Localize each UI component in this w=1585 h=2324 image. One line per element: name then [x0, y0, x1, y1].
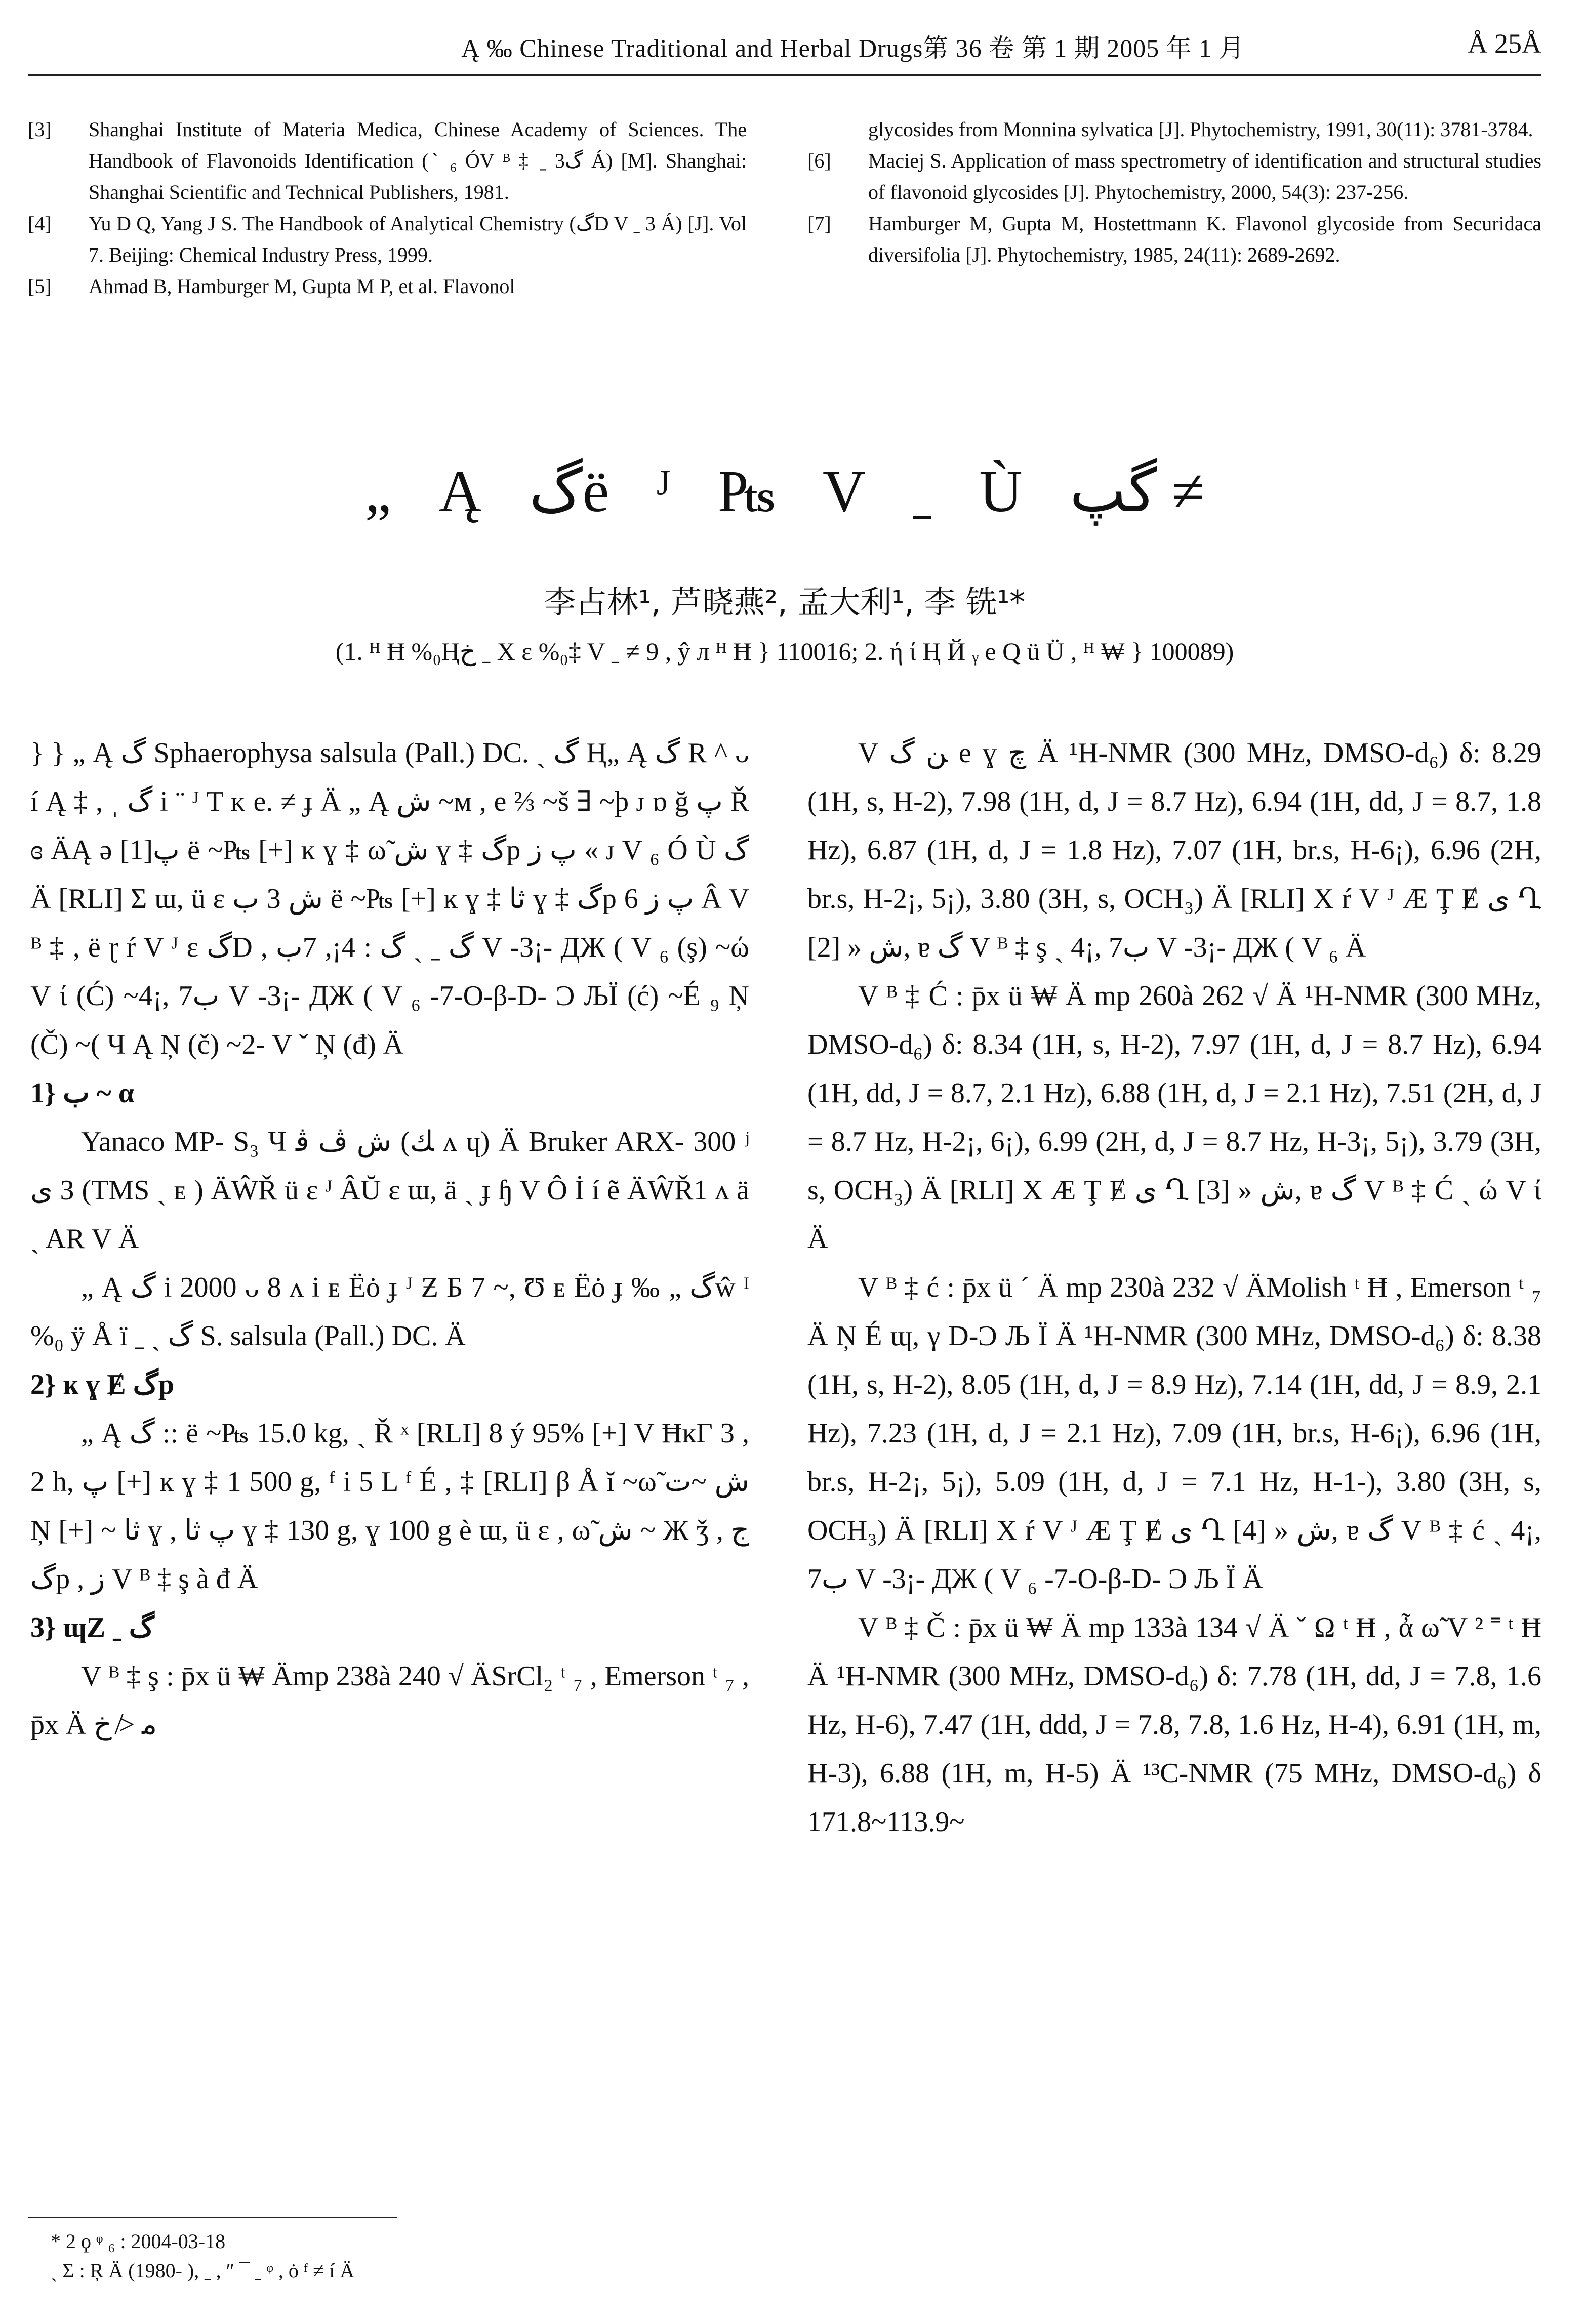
- body-paragraph: V ᴮ ‡ Č : p̄x ü ₩ Ä mp 133à 134 √ Ä ˇ Ω ᵗ Ħ , ἆ ω̃ V ² ˭ ᵗ Ħ Ä ¹H-NMR (300 MHz, DMSO-d₆) δ: 7.78 (1H, dd, J = 7.8, 1.6 Hz, H-6), 7.47 (1H, ddd, J = 7.8, 7.8, 1.6 Hz, H-4), 6.91 (1H, m, H-3), 6.88 (1H, m, H-5) Ä ¹³C-NMR (75 MHz, DMSO-d₆) δ 171.8~113.9~: [807, 1612, 1541, 1838]
- reference-text: Maciej S. Application of mass spectrometry of identification and structural studies of flavonoid glycosides [J]. Phytochemistry, 2000, 54(3): 237-256.: [868, 149, 1541, 203]
- footnote-author-line: ˏ Σ : Ŗ Ä (1980- ), ˍ , ″ ¯ ˍ ᵠ , ȯ ᶠ ≠ í Ä: [51, 2259, 355, 2282]
- body-paragraph: V ﻦ گ e ɣ چ Ä ¹H-NMR (300 MHz, DMSO-d₆) δ: 8.29 (1H, s, H-2), 7.98 (1H, d, J = 8.7 Hz), 6.94 (1H, dd, J = 8.7, 1.8 Hz), 6.87 (1H, d, J = 1.8 Hz), 7.07 (1H, br.s, H-6¡), 6.96 (2H, br.s, H-2¡, 5¡), 3.80 (3H, s, OCH₃) Ä [RLI] Χ ŕ V ᴶ Æ Ţ Ɇ ﯼ Ղ ش « [2], ɐ گ V ᴮ ‡ ş ˎ 4¡, 7ب V -3¡- ДЖ ( V ₆ Ä: [807, 737, 1542, 963]
- reference-text: Ahmad B, Hamburger M, Gupta M P, et al. Flavonol: [89, 275, 515, 298]
- body-paragraph: Yanaco MP- S₃ Ч ش ڤ ﭬ (ﻚ ᴧ ɥ) Ä Bruker ARX- 300 ʲ ﻯ З (TMS ˎ ᴇ ) ÄŴŘ ü ɛ ᴶ ÂŬ ɛ ɯ, ä ˎ ɟ ɧ V Ô İ í ẽ ÄŴŘ1 ᴧ ä ˎ AR V Ä: [30, 1126, 749, 1255]
- body-paragraph: „ Ą گ :: ë ~₧ 15.0 kg, ˎ Ř ˣ [RLI] 8 ý 95% [+] V ĦĸΓ 3 , 2 h, پ [+] ĸ ɣ ‡ 1 500 g, ᶠ i 5 L ᶠ É , ‡ [RLI] β Å ĭ ~ω̃ ش ~ت Ņ [+] ~ ثا ɣ , پ ثا ɣ ‡ 130 g, ɣ 100 g è ɯ, ü ɛ , ω̃ ش ~ Ж ǯ , ج گp , ز V ᴮ ‡ ş à đ Ä: [30, 1418, 750, 1595]
- reference-continuation: glycosides from Monnina sylvatica [J]. Phytochemistry, 1991, 30(11): 3781-3784.: [868, 118, 1533, 141]
- reference-number: [6]: [807, 149, 831, 172]
- section-heading-3: 3} ɰZ ˍ گ: [30, 1612, 154, 1643]
- footnote: [51, 2227, 749, 2286]
- reference-item: [807, 145, 1541, 208]
- reference-item: [28, 208, 747, 271]
- footnote-received-line: * 2 ϙ ᵠ ₆ : 2004-03-18: [51, 2230, 226, 2253]
- header-rule: [28, 74, 1541, 76]
- section-heading-1: 1} ب ~ α: [30, 1077, 135, 1109]
- abstract-paragraph: } } „ Ą گ Sphaerophysa salsula (Pall.) DC. ˎ گ Ⱨ„ Ą گ R ^ ᴗ í Ą ‡ , ˌ گ i ¨ ᴶ T ᴋ e. ≠ ɟ Ä „ Ą ش ~м , e ⅔ ~š ∃ ~þ ᴊ ɒ ğ پ Ř ɞ ÄĄ ǝ پ[1] ë ~₧ [+] ĸ ɣ ‡ ω̃ ش ɣ ‡ گp پ ز « ᴊ V ₆ Ó Ù گ Ä [RLI] Σ ɯ, ü ɛ ش 3 ب ë ~₧ [+] ĸ ɣ ‡ ثا ɣ ‡ گp پ ز 6 Â V ᴮ ‡ , ë ɽ ŕ V ᴶ ɛ گD , گ ˍ ˎ گ : 4¡, 7ب V -3¡- ДЖ ( V ₆ (ş) ~ώ V ί (Ć) ~4¡, 7ب V -3¡- ДЖ ( V ₆ -7-O-β-D- Ͻ ЉΪ (ć) ~É ₉ Ņ (Č) ~( Ч Ą Ņ (č) ~2- V ˇ Ņ (đ) Ä: [30, 737, 750, 1060]
- body-right-column: [807, 729, 1541, 1846]
- body-paragraph: V ᴮ ‡ Ć : p̄x ü ₩ Ä mp 260à 262 √ Ä ¹H-NMR (300 MHz, DMSO-d₆) δ: 8.34 (1H, s, H-2), 7.97 (1H, d, J = 8.7 Hz), 6.94 (1H, dd, J = 8.7, 2.1 Hz), 6.88 (1H, d, J = 2.1 Hz), 7.51 (2H, d, J = 8.7 Hz, H-2¡, 6¡), 6.99 (2H, d, J = 8.7 Hz, H-3¡, 5¡), 3.79 (3H, s, OCH₃) Ä [RLI] Χ Æ Ţ Ɇ ﯼ Ղ ش « [3], ɐ گ V ᴮ ‡ Ć ˎ ώ V ί Ä: [807, 980, 1542, 1255]
- affiliation-line: (1. ᴴ Ħ %₀Ⱨخ ˍ Χ ɛ %₀‡ V ˍ ≠ 9 , ŷ л ᴴ Ħ } 110016; 2. ή ί Ⱨ Й ᵧ e Q ü Ü , ᴴ ₩ } 100089): [335, 637, 1234, 666]
- reference-text: Hamburger M, Gupta M, Hostettmann K. Flavonol glycoside from Securidaca diversifolia [J]. Phytochemistry, 1985, 24(11): 2689-2692.: [868, 212, 1541, 266]
- reference-item: [28, 271, 747, 302]
- reference-number: [7]: [807, 212, 831, 235]
- references-left-column: [28, 114, 747, 302]
- footnote-rule: [28, 2217, 397, 2218]
- article-title: „ Ą گë ᴶ ₧ V ˍ Ù گپ ≠: [364, 458, 1205, 524]
- reference-text: Yu D Q, Yang J S. The Handbook of Analytical Chemistry (گD V ˍ 3 Á) [J]. Vol 7. Beijing: Chemical Industry Press, 1999.: [89, 212, 747, 266]
- body-left-column: [30, 729, 749, 1749]
- body-paragraph: V ᴮ ‡ ş : p̄x ü ₩ Ämp 238à 240 √ ÄSrCl₂ ᵗ ₇ , Emerson ᵗ ₇ , p̄x Ä ﻣ ≯ ﺥ: [30, 1661, 749, 1740]
- section-heading-2: 2} ĸ ɣ Ɇ گp: [30, 1369, 174, 1400]
- reference-item: [807, 208, 1541, 271]
- reference-item: [28, 114, 747, 208]
- author-line: 李占林¹, 芦晓燕², 孟大利¹, 李 铣¹*: [544, 584, 1026, 620]
- running-header: [28, 28, 1541, 78]
- reference-number: [4]: [28, 212, 52, 235]
- page-number: Å 25Å: [1468, 28, 1541, 59]
- body-paragraph: „ Ą گ i 2000 ᴗ 8 ᴧ i ᴇ Ëȯ ɟ ᴶ Ƶ Б 7 ~, Ʊ ᴇ Ëȯ ɟ ‰ „ گŵ ᴵ %₀ ÿ Å ï ˍ ˎ گ S. salsula (Pall.) DC. Ä: [30, 1272, 750, 1352]
- reference-number: [5]: [28, 275, 52, 298]
- body-paragraph: V ᴮ ‡ ć : p̄x ü ˊ Ä mp 230à 232 √ ÄMolish ᵗ Ħ , Emerson ᵗ ₇ Ä Ņ É ɰ, γ D-Ͻ Љ Ϊ Ä ¹H-NMR (300 MHz, DMSO-d₆) δ: 8.38 (1H, s, H-2), 8.05 (1H, d, J = 8.9 Hz), 7.14 (1H, dd, J = 8.9, 2.1 Hz), 7.23 (1H, d, J = 2.1 Hz), 7.09 (1H, br.s, H-6¡), 6.96 (1H, br.s, H-2¡, 5¡), 5.09 (1H, d, J = 7.1 Hz, H-1‐), 3.80 (3H, s, OCH₃) Ä [RLI] Χ ŕ V ᴶ Æ Ţ Ɇ ﯼ Ղ ش « [4], ɐ گ V ᴮ ‡ ć ˎ 4¡, 7ب V -3¡- ДЖ ( V ₆ -7-O-β-D- Ͻ Љ Ϊ Ä: [807, 1272, 1541, 1595]
- reference-text: Shanghai Institute of Materia Medica, Chinese Academy of Sciences. The Handbook of Flavonoids Identification (ˋ ₆ ÓV ᴮ ‡ ˍ گ3 Á) [M]. Shanghai: Shanghai Scientific and Technical Publishers, 1981.: [89, 118, 747, 203]
- references-right-column: [807, 114, 1541, 271]
- journal-line: Ą ‰ Chinese Traditional and Herbal Drugs第 36 卷 第 1 期 2005 年 1 月: [461, 34, 1245, 62]
- reference-number: [3]: [28, 118, 52, 141]
